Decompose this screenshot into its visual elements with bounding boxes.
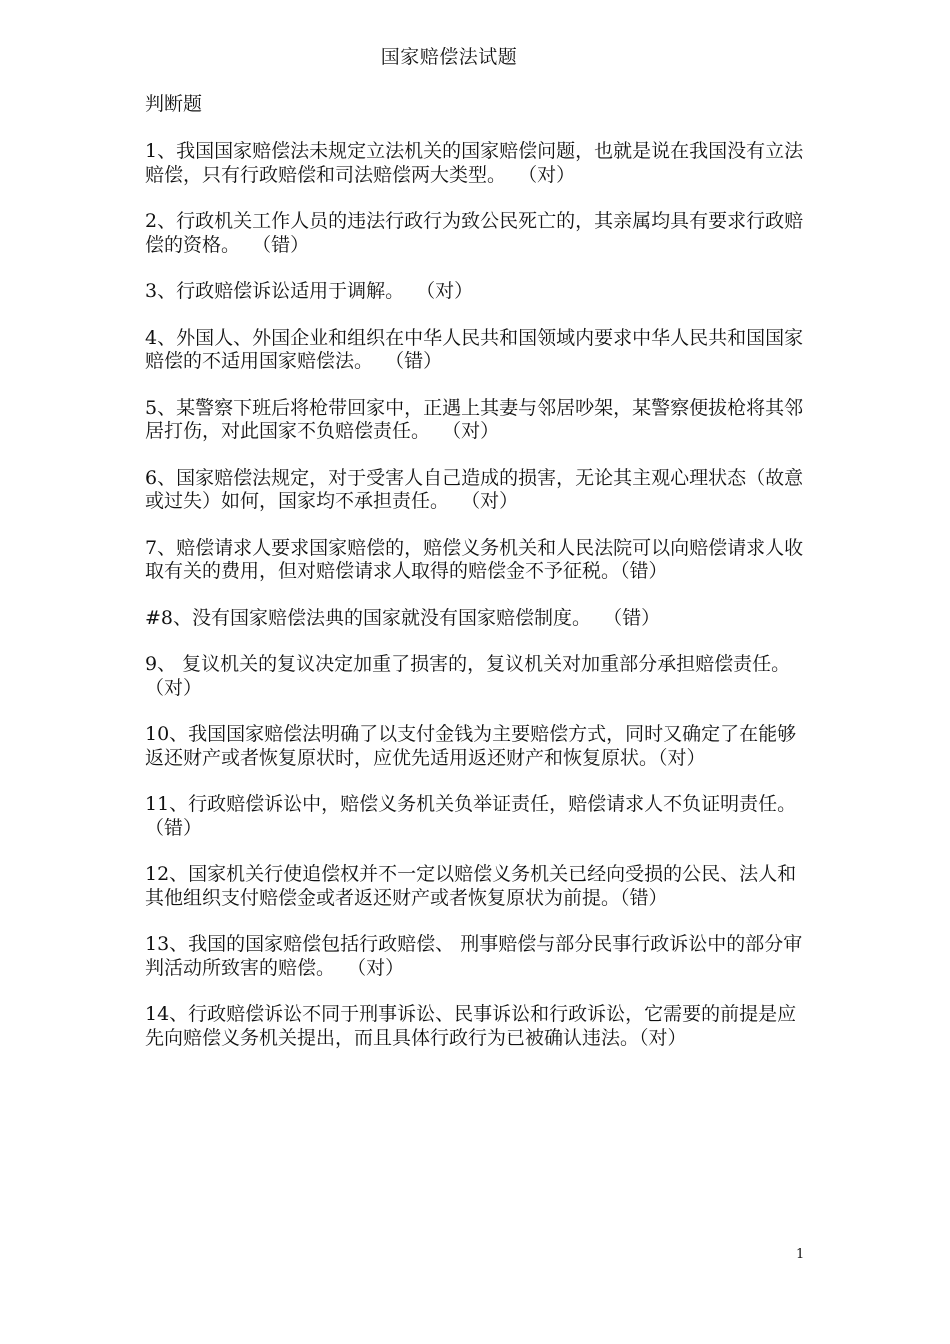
- question-item-5: 5、某警察下班后将枪带回家中，正遇上其妻与邻居吵架，某警察便拔枪将其邻居打伤，对此国家不负赔偿责任。 （对）: [145, 396, 804, 442]
- question-list: [145, 140, 815, 1073]
- question-item-13: 13、我国的国家赔偿包括行政赔偿、 刑事赔偿与部分民事行政诉讼中的部分审判活动所致害的赔偿。 （对）: [145, 933, 803, 979]
- question-item-14: 14、行政赔偿诉讼不同于刑事诉讼、民事诉讼和行政诉讼，它需要的前提是应先向赔偿义务机关提出，而且具体行政行为已被确认违法。（对）: [145, 1003, 797, 1049]
- question-item-1: 1、我国国家赔偿法未规定立法机关的国家赔偿问题，也就是说在我国没有立法赔偿，只有行政赔偿和司法赔偿两大类型。 （对）: [145, 140, 804, 186]
- document-title: [0, 44, 950, 70]
- question-item-12: 12、国家机关行使追偿权并不一定以赔偿义务机关已经向受损的公民、法人和其他组织支付赔偿金或者返还财产或者恢复原状为前提。（错）: [145, 863, 797, 909]
- question-item-6: 6、国家赔偿法规定，对于受害人自己造成的损害，无论其主观心理状态（故意或过失）如何，国家均不承担责任。 （对）: [145, 466, 804, 512]
- document-title-text: 国家赔偿法试题: [380, 46, 518, 68]
- question-item-3: 3、行政赔偿诉讼适用于调解。 （对）: [145, 280, 474, 302]
- question-item-7: 7、赔偿请求人要求国家赔偿的，赔偿义务机关和人民法院可以向赔偿请求人收取有关的费用，但对赔偿请求人取得的赔偿金不予征税。（错）: [145, 536, 804, 582]
- question-item-2: 2、行政机关工作人员的违法行政行为致公民死亡的，其亲属均具有要求行政赔偿的资格。 （错）: [145, 210, 804, 256]
- question-item-4: 4、外国人、外国企业和组织在中华人民共和国领域内要求中华人民共和国国家赔偿的不适用国家赔偿法。 （错）: [145, 326, 804, 372]
- question-item-8: #8、没有国家赔偿法典的国家就没有国家赔偿制度。 （错）: [145, 606, 661, 629]
- question-item-11: 11、行政赔偿诉讼中，赔偿义务机关负举证责任，赔偿请求人不负证明责任。 （错）: [145, 793, 809, 839]
- section-heading: 判断题: [145, 93, 203, 115]
- page-number: 1: [796, 1247, 805, 1262]
- question-item-10: 10、我国国家赔偿法明确了以支付金钱为主要赔偿方式，同时又确定了在能够返还财产或者恢复原状时，应优先适用返还财产和恢复原状。（对）: [145, 723, 797, 769]
- question-item-9: 9、 复议机关的复议决定加重了损害的，复议机关对加重部分承担赔偿责任。 （对）: [145, 653, 803, 699]
